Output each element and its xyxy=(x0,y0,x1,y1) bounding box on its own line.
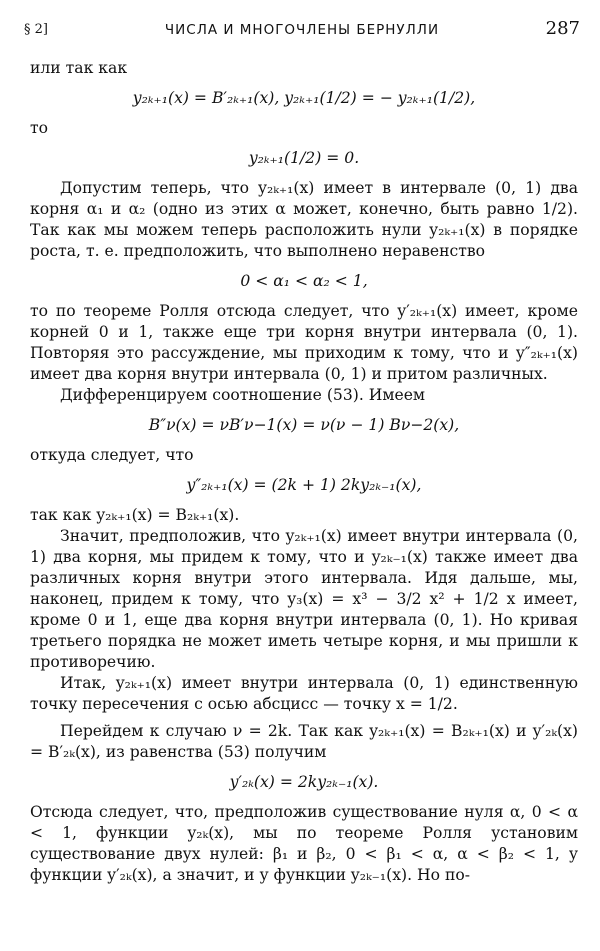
equation: y₂ₖ₊₁(1/2) = 0. xyxy=(248,149,360,167)
page-body xyxy=(30,58,578,886)
text-line: или так как xyxy=(30,59,128,77)
equation: 0 < α₁ < α₂ < 1, xyxy=(240,272,368,290)
paragraph: Отсюда следует, что, предположив существование нуля α, 0 < α < 1, функции y₂ₖ(x), мы по теореме Ролля установим существование двух нулей: β₁ и β₂, 0 < β₁ < α, α < β₂ < 1, у функции y′₂ₖ(x), а значит, и у функции y₂ₖ₋₁(x). Но по- xyxy=(30,803,578,884)
equation: y′₂ₖ(x) = 2ky₂ₖ₋₁(x). xyxy=(229,773,379,791)
equation: B″ν(x) = νB′ν−1(x) = ν(ν − 1) Bν−2(x), xyxy=(148,416,460,434)
page-number: 287 xyxy=(545,18,580,39)
text-line: то xyxy=(30,119,49,137)
equation: y₂ₖ₊₁(x) = B′₂ₖ₊₁(x), y₂ₖ₊₁(1/2) = − y₂ₖ₊₁(1/2), xyxy=(132,89,476,107)
equation: y″₂ₖ₊₁(x) = (2k + 1) 2ky₂ₖ₋₁(x), xyxy=(186,476,422,494)
paragraph: Перейдем к случаю ν = 2k. Так как y₂ₖ₊₁(x) = B₂ₖ₊₁(x) и y′₂ₖ(x) = B′₂ₖ(x), из равенства (53) получим xyxy=(30,722,578,761)
paragraph: Значит, предположив, что y₂ₖ₊₁(x) имеет внутри интервала (0, 1) два корня, мы придем к тому, что и y₂ₖ₋₁(x) также имеет два различных корня внутри этого интервала. Идя дальше, мы, наконец, придем к тому, что y₃(x) = x³ − 3/2 x² + 1/2 x имеет, кроме 0 и 1, еще два корня внутри интервала (0, 1). Но кривая третьего порядка не может иметь четыре корня, и мы пришли к противоречию. xyxy=(30,527,578,671)
paragraph: Итак, y₂ₖ₊₁(x) имеет внутри интервала (0, 1) единственную точку пересечения с осью абсцисс — точку x = 1/2. xyxy=(30,674,578,713)
paragraph: то по теореме Ролля отсюда следует, что y′₂ₖ₊₁(x) имеет, кроме корней 0 и 1, также еще три корня внутри интервала (0, 1). Повторяя это рассуждение, мы приходим к тому, что и y″₂ₖ₊₁(x) имеет два корня внутри интервала (0, 1) и притом различных. xyxy=(30,302,578,383)
running-title: ЧИСЛА И МНОГОЧЛЕНЫ БЕРНУЛЛИ xyxy=(164,22,440,38)
text-line: откуда следует, что xyxy=(30,446,194,464)
paragraph: Допустим теперь, что y₂ₖ₊₁(x) имеет в интервале (0, 1) два корня α₁ и α₂ (одно из этих α может, конечно, быть равно 1/2). Так как мы можем теперь расположить нули y₂ₖ₊₁(x) в порядке роста, т. е. предположить, что выполнено неравенство xyxy=(30,179,578,260)
paragraph: Дифференцируем соотношение (53). Имеем xyxy=(60,386,426,404)
running-header xyxy=(24,18,580,44)
section-mark: § 2] xyxy=(24,22,48,37)
text-line: так как y₂ₖ₊₁(x) = B₂ₖ₊₁(x). xyxy=(30,506,240,524)
